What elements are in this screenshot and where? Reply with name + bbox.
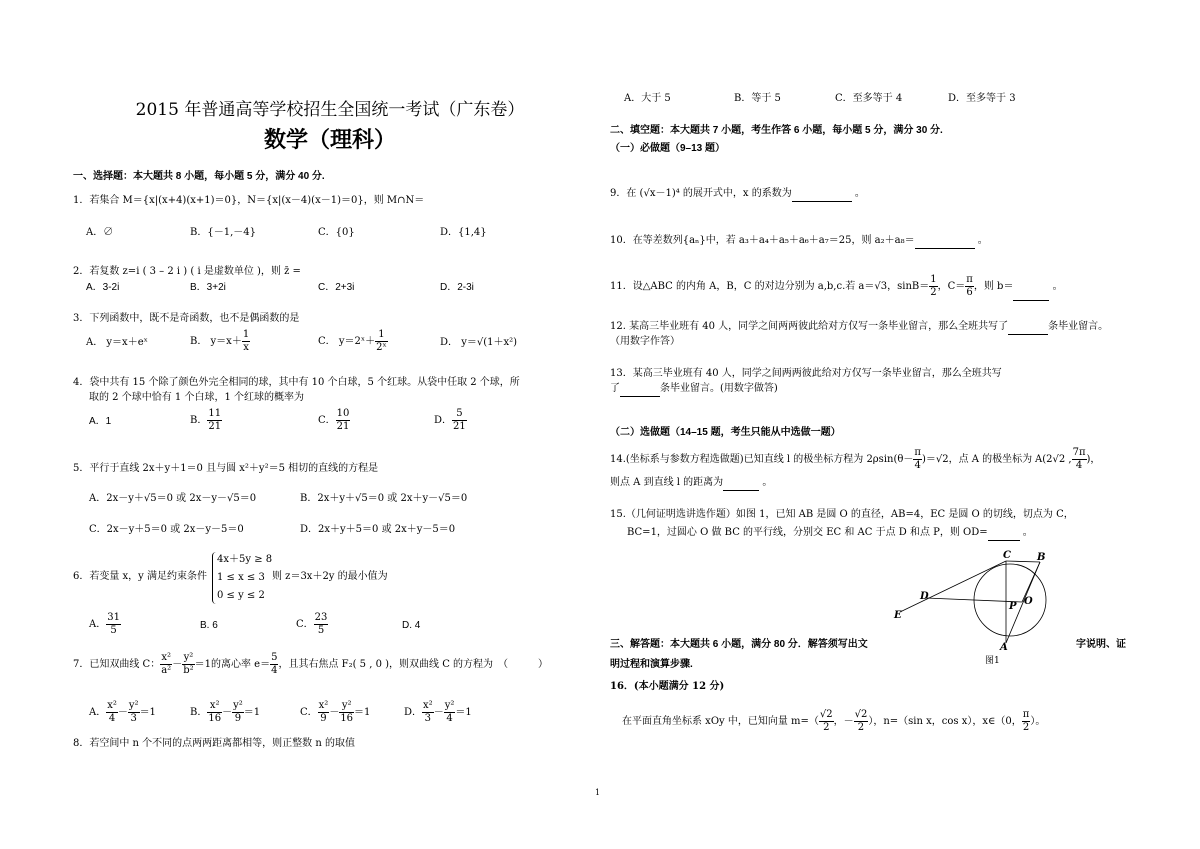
section-answer-heading-line2: 明过程和演算步骤.: [610, 659, 693, 670]
q4-option-d: D． $\frac{5}{21}$: [434, 408, 466, 432]
question-8: 8．若空间中 n 个不同的点两两距离都相等，则正整数 n 的取值: [73, 738, 355, 749]
section-fill-heading: 二、填空题：本大题共 7 小题，考生作答 6 小题，每小题 5 分，满分 30 分.: [610, 125, 943, 136]
q6-option-d: D. 4: [402, 620, 421, 631]
q3-option-b: B． y＝x＋ $\frac{1}{x}$: [190, 329, 250, 353]
constraint-2: 1 ≤ x ≤ 3: [217, 572, 265, 583]
q7-option-a: A． $\frac{\text{x²}}{4}$ － $\frac{\text{y²}}{3}$ ＝1: [89, 700, 156, 724]
question-16-heading: 16．(本小题满分 12 分): [610, 681, 725, 692]
question-14-line2: 则点 A 到直线 l 的距离为 。: [610, 476, 772, 491]
question-2: 2．若复数 z=i ( 3 – 2 i ) ( i 是虚数单位 )，则 z̄ =: [73, 266, 301, 277]
q1-option-a: A．∅: [86, 227, 114, 238]
fig-label-p: P: [1009, 601, 1017, 612]
question-10: 10．在等差数列{aₙ}中，若 a₃＋a₄＋a₅＋a₆＋a₇＝25，则 a₂＋a₈＝ 。: [610, 234, 988, 249]
section-choice-heading: 一、选择题：本大题共 8 小题，每小题 5 分，满分 40 分.: [73, 171, 325, 182]
figure-1: [880, 546, 1060, 671]
question-3: 3．下列函数中，既不是奇函数，也不是偶函数的是: [73, 313, 300, 324]
q8-option-a: A．大于 5: [624, 93, 671, 104]
question-6-tail: 则 z＝3x＋2y 的最小值为: [272, 571, 388, 582]
q6-option-a: A． $\frac{31}{5}$: [89, 612, 120, 636]
q1-option-b: B．{－1,－4}: [190, 227, 256, 238]
q8-option-d: D．至多等于 3: [948, 93, 1016, 104]
q7-option-b: B． $\frac{\text{x²}}{16}$ － $\frac{\text{y²}}{9}$ ＝1: [190, 700, 261, 724]
section-fill-optional: （二）选做题（14–15 题，考生只能从中选做一题）: [610, 427, 841, 438]
q2-option-c: C．2+3i: [318, 282, 355, 293]
question-15-line1: 15.（几何证明选讲选作题）如图 1，已知 AB 是圆 O 的直径，AB=4，EC 是圆 O 的切线，切点为 C，: [610, 509, 1074, 520]
q8-option-b: B．等于 5: [734, 93, 781, 104]
q1-option-d: D．{1,4}: [440, 227, 487, 238]
fig-label-c: C: [1003, 550, 1011, 561]
question-16: 在平面直角坐标系 xOy 中，已知向量 m=（ $\frac{√2}{2}$ ，－ $\frac{√2}{2}$ ），n=（sin x，cos x），x∈（0， $\frac{\pi}{2}$ ）。: [622, 709, 1046, 733]
question-4-line2: 取的 2 个球中恰有 1 个白球，1 个红球的概率为: [89, 392, 304, 403]
q5-option-b: B．2x＋y＋√5＝0 或 2x＋y－√5＝0: [300, 493, 468, 504]
question-4-line1: 4．袋中共有 15 个除了颜色外完全相同的球，其中有 10 个白球，5 个红球。从袋中任取 2 个球，所: [73, 377, 520, 388]
constraint-1: 4x＋5y ≥ 8: [217, 554, 273, 565]
q2-option-d: D．2-3i: [440, 282, 474, 293]
point-a-coord: A(2√2 , $\frac{7\pi}{4}$ )，: [1035, 447, 1101, 471]
question-7: 7．已知双曲线 C： $\frac{\text{x²}}{\text{a²}}$ － $\frac{\text{y²}}{\text{b²}}$ ＝1的离心率 e＝ $\frac{5}{4}$ ，且其右焦点 F₂( 5 , 0 )，则双曲线 C 的方程为 （ ）: [73, 652, 549, 676]
q4-option-c: C． $\frac{10}{21}$: [318, 408, 350, 432]
q6-option-b: B. 6: [200, 620, 218, 631]
q1-option-c: C．{0}: [318, 227, 355, 238]
question-13-line1: 13．某高三毕业班有 40 人，同学之间两两彼此给对方仅写一条毕业留言，那么全班共写: [610, 368, 1002, 379]
q4-option-a: A．1: [89, 416, 112, 427]
fig-label-o: O: [1024, 596, 1033, 607]
question-5: 5．平行于直线 2x＋y＋1＝0 且与圆 x²＋y²＝5 相切的直线的方程是: [73, 463, 379, 474]
fig-label-b: B: [1037, 552, 1046, 563]
q8-option-c: C．至多等于 4: [835, 93, 903, 104]
section-answer-heading-b: 字说明、证: [1076, 639, 1126, 650]
fig-label-e: E: [894, 610, 902, 621]
page-number: 1: [595, 788, 601, 797]
q3-option-c: C． y＝2ˣ＋ $\frac{1}{\text{2ˣ}}$: [318, 329, 387, 353]
figure-caption: 图1: [985, 656, 1000, 666]
question-14: 14.(坐标系与参数方程选做题)已知直线 l 的极坐标方程为 2ρsin(θ－ $\frac{\pi}{4}$ )＝√2，点 A 的极坐标为: [610, 447, 1033, 471]
fig-label-a: A: [1000, 642, 1008, 653]
q6-option-c: C． $\frac{23}{5}$: [296, 612, 328, 636]
q2-option-b: B．3+2i: [190, 282, 226, 293]
question-12-line2: （用数字作答）: [610, 336, 680, 347]
q3-option-a: A． y＝x＋eˣ: [86, 337, 148, 348]
question-1: 1．若集合 M＝{x|(x+4)(x+1)＝0}，N＝{x|(x－4)(x－1)＝0}，则 M∩N＝: [73, 195, 425, 206]
exam-subtitle: 数学（理科）: [263, 127, 396, 153]
q7-option-c: C． $\frac{\text{x²}}{9}$ － $\frac{\text{y²}}{16}$ ＝1: [300, 700, 371, 724]
section-answer-heading-a: 三、解答题：本大题共 6 小题，满分 80 分．解答须写出文: [610, 639, 868, 650]
exam-title: 2015 年普通高等学校招生全国统一考试（广东卷）: [135, 100, 525, 120]
q5-option-a: A．2x－y＋√5＝0 或 2x－y－√5＝0: [89, 493, 257, 504]
question-15-line2: BC=1，过圆心 O 做 BC 的平行线，分别交 EC 和 AC 于点 D 和点 P，则 OD= 。: [627, 526, 1033, 541]
question-11: 11．设△ABC 的内角 A，B，C 的对边分别为 a,b,c.若 a＝√3，sinB＝ $\frac{1}{2}$ ，C＝ $\frac{\pi}{6}$ ，则 b＝ 。: [610, 274, 1063, 301]
q5-option-d: D．2x＋y＋5＝0 或 2x＋y－5＝0: [300, 524, 456, 535]
q7-option-d: D． $\frac{\text{x²}}{3}$ － $\frac{\text{y²}}{4}$ ＝1: [404, 700, 472, 724]
q5-option-c: C．2x－y＋5＝0 或 2x－y－5＝0: [89, 524, 244, 535]
section-fill-required: （一）必做题（9–13 题）: [610, 143, 726, 154]
fig-label-d: D: [920, 591, 929, 602]
question-9: 9．在 (√x－1)⁴ 的展开式中，x 的系数为 。: [610, 187, 865, 202]
question-6: 6．若变量 x，y 满足约束条件: [73, 571, 208, 582]
q2-option-a: A．3-2i: [86, 282, 120, 293]
q3-option-d: D． y＝√(1＋x²): [440, 337, 518, 348]
constraint-3: 0 ≤ y ≤ 2: [217, 590, 265, 601]
question-12-line1: 12. 某高三毕业班有 40 人，同学之间两两彼此给对方仅写一条毕业留言，那么全班共写了 条毕业留言。: [610, 320, 1108, 335]
q4-option-b: B． $\frac{11}{21}$: [190, 408, 222, 432]
question-13-line2: 了 条毕业留言。(用数字做答): [610, 382, 778, 397]
